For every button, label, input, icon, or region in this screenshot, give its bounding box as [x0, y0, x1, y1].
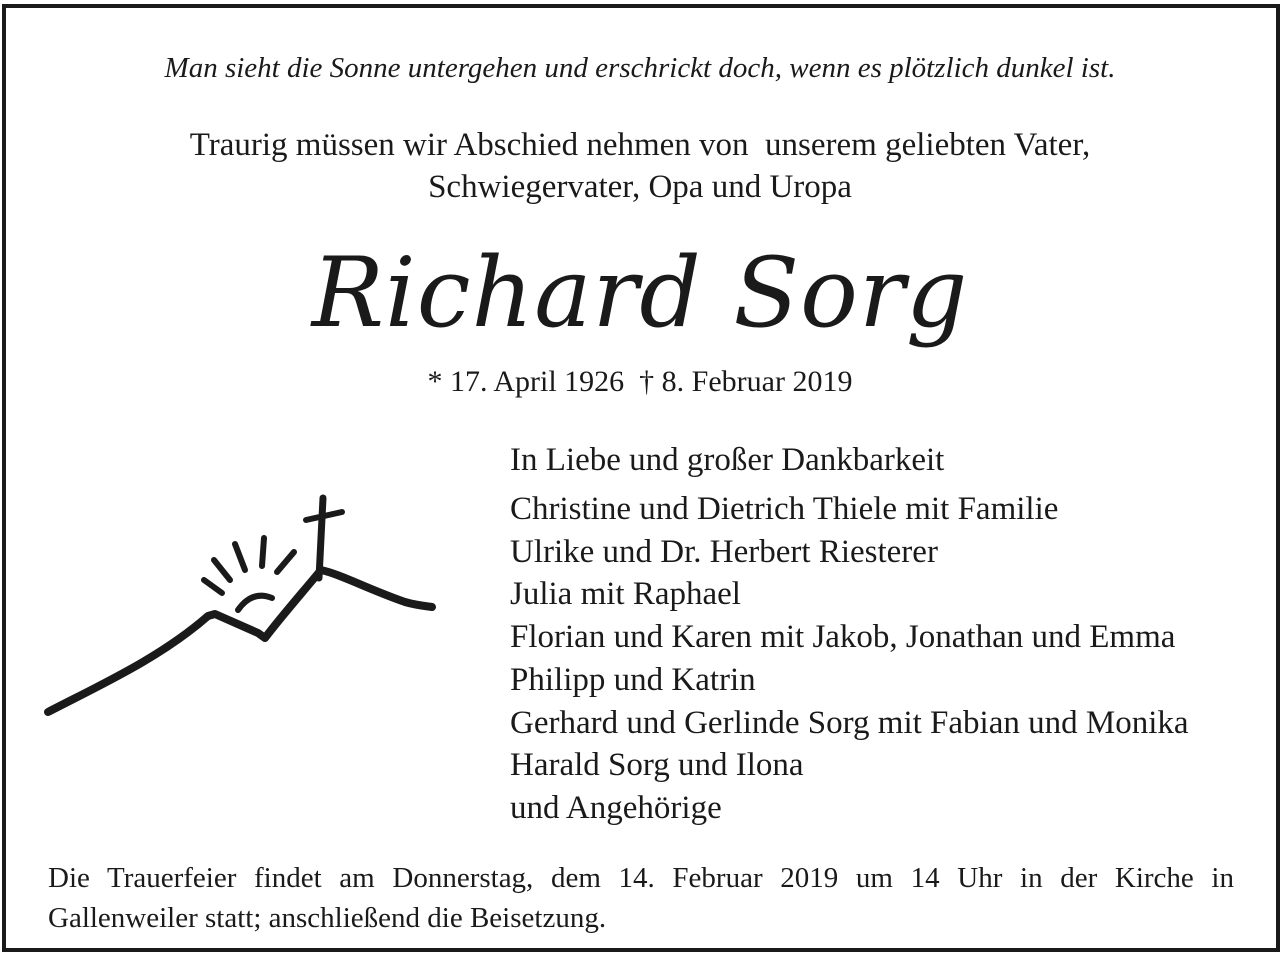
mourner-entry: Florian und Karen mit Jakob, Jonathan und Emma: [510, 619, 1176, 656]
mourner-entry: Philipp und Katrin: [510, 661, 756, 698]
mourner-entry: Gerhard und Gerlinde Sorg mit Fabian und Monika: [510, 704, 1189, 741]
deceased-name: Richard Sorg: [311, 237, 969, 349]
mourner-entry: Harald Sorg und Ilona: [510, 747, 804, 784]
mourner-entry: und Angehörige: [510, 789, 722, 826]
intro-line: Schwiegervater, Opa und Uropa: [428, 169, 852, 205]
mourners-heading: In Liebe und großer Dankbarkeit: [510, 442, 945, 478]
mourners-list: [510, 438, 1270, 830]
mourner-entry: Ulrike und Dr. Herbert Riesterer: [510, 533, 938, 570]
intro-line: Traurig müssen wir Abschied nehmen von unserem geliebten Vater,: [189, 127, 1091, 163]
funeral-notice: Die Trauerfeier findet am Donnerstag, dem 14. Februar 2019 um 14 Uhr in der Kirche in Gallenweiler statt; anschließend die Beisetzung.: [48, 862, 1234, 934]
mountain-cross-sun-icon: [40, 490, 450, 730]
motto-quote: Man sieht die Sonne untergehen und erschrickt doch, wenn es plötzlich dunkel ist.: [164, 52, 1116, 84]
intro-text: [0, 124, 1280, 208]
mourner-entry: Christine und Dietrich Thiele mit Familie: [510, 491, 1059, 527]
mourner-entry: Julia mit Raphael: [510, 576, 741, 613]
life-dates: * 17. April 1926 † 8. Februar 2019: [427, 365, 853, 398]
